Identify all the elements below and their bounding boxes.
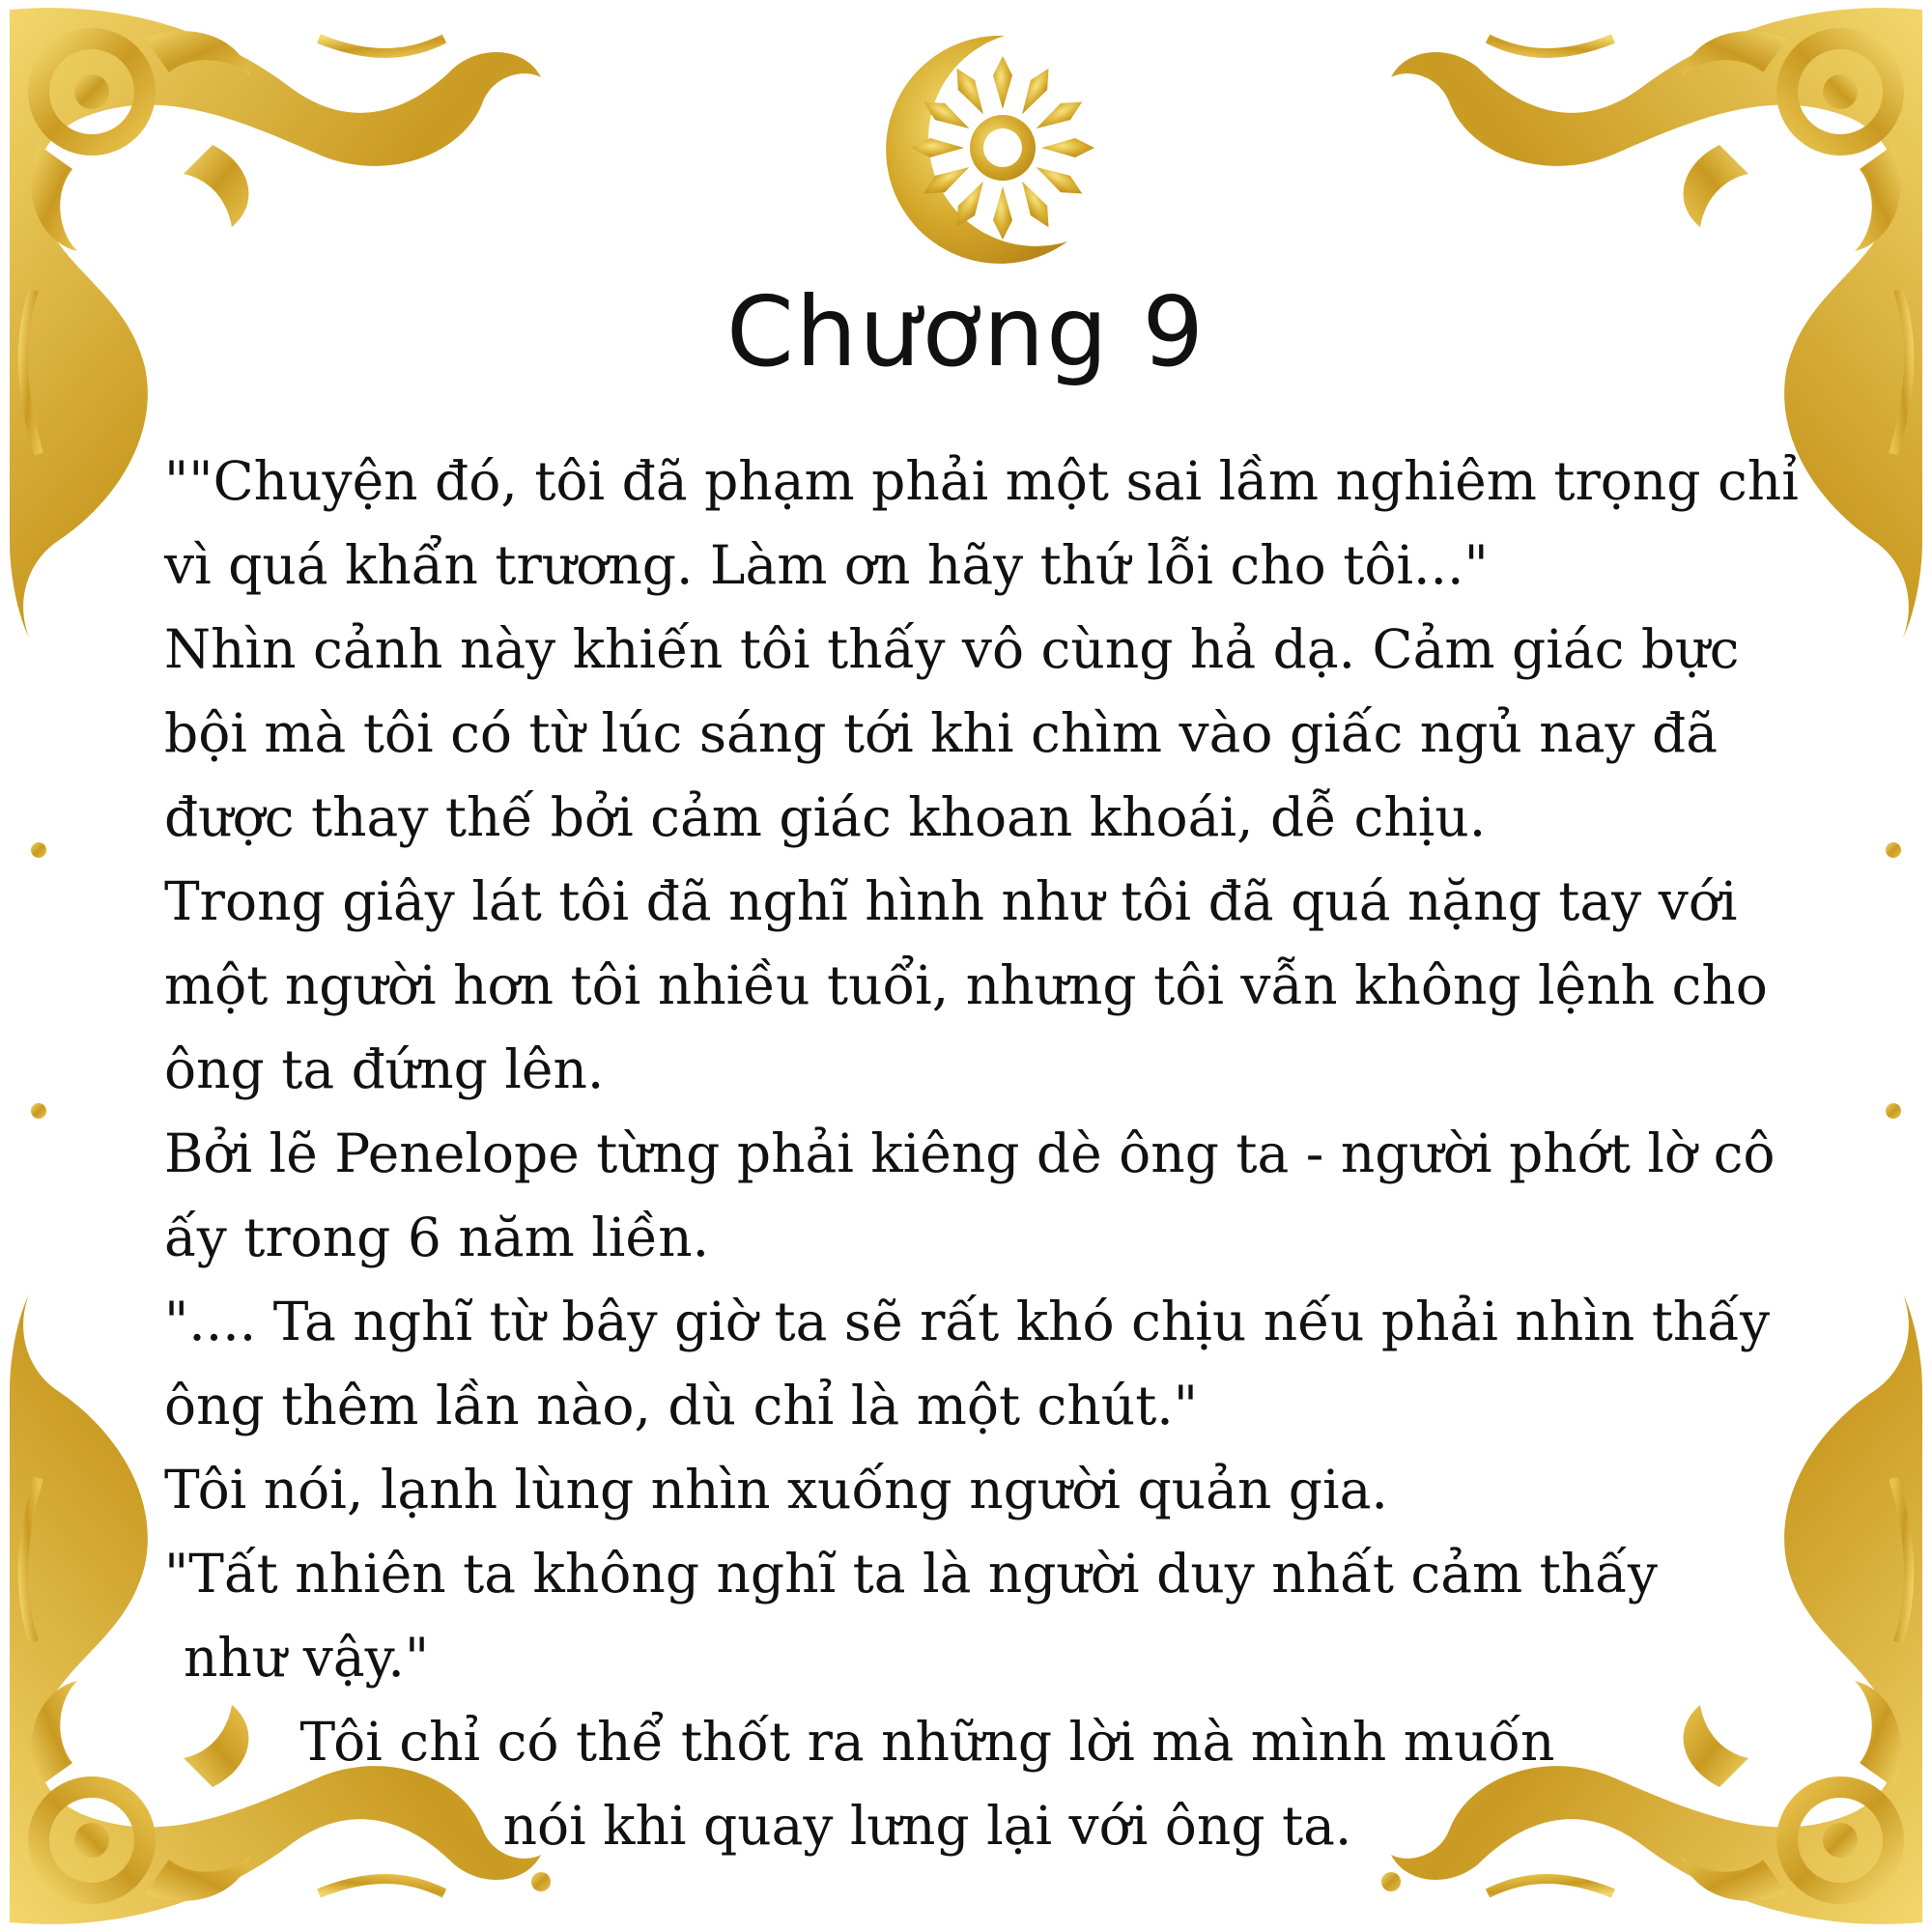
story-line: vì quá khẩn trương. Làm ơn hãy thứ lỗi cho tôi..." (164, 534, 1489, 596)
story-line: Bởi lẽ Penelope từng phải kiêng dè ông ta - người phớt lờ cô (164, 1122, 1776, 1184)
story-text (164, 440, 1864, 1868)
story-line: ấy trong 6 năm liền. (164, 1207, 710, 1268)
story-line: được thay thế bởi cảm giác khoan khoái, dễ chịu. (164, 786, 1487, 848)
story-line: nói khi quay lưng lại với ông ta. (502, 1795, 1352, 1857)
story-line: bội mà tôi có từ lúc sáng tới khi chìm vào giấc ngủ nay đã (164, 702, 1719, 764)
chapter-title: Chương 9 (725, 275, 1207, 388)
story-line: ""Chuyện đó, tôi đã phạm phải một sai lầm nghiêm trọng chỉ (164, 450, 1799, 512)
story-line: "Tất nhiên ta không nghĩ ta là người duy nhất cảm thấy (164, 1543, 1658, 1605)
story-line: Tôi nói, lạnh lùng nhìn xuống người quản gia. (164, 1459, 1388, 1520)
story-line: một người hơn tôi nhiều tuổi, nhưng tôi vẫn không lệnh cho (164, 954, 1768, 1016)
story-line: Tôi chỉ có thể thốt ra những lời mà mình muốn (299, 1711, 1555, 1773)
story-line: Trong giây lát tôi đã nghĩ hình như tôi đã quá nặng tay với (164, 870, 1738, 932)
story-line: ông ta đứng lên. (164, 1038, 605, 1100)
crescent-moon-sun-icon (831, 24, 1121, 275)
story-line: ".... Ta nghĩ từ bây giờ ta sẽ rất khó chịu nếu phải nhìn thấy (164, 1291, 1771, 1352)
story-line: như vậy." (184, 1627, 430, 1689)
story-line: Nhìn cảnh này khiến tôi thấy vô cùng hả dạ. Cảm giác bực (164, 618, 1740, 680)
story-line: ông thêm lần nào, dù chỉ là một chút." (164, 1375, 1199, 1436)
